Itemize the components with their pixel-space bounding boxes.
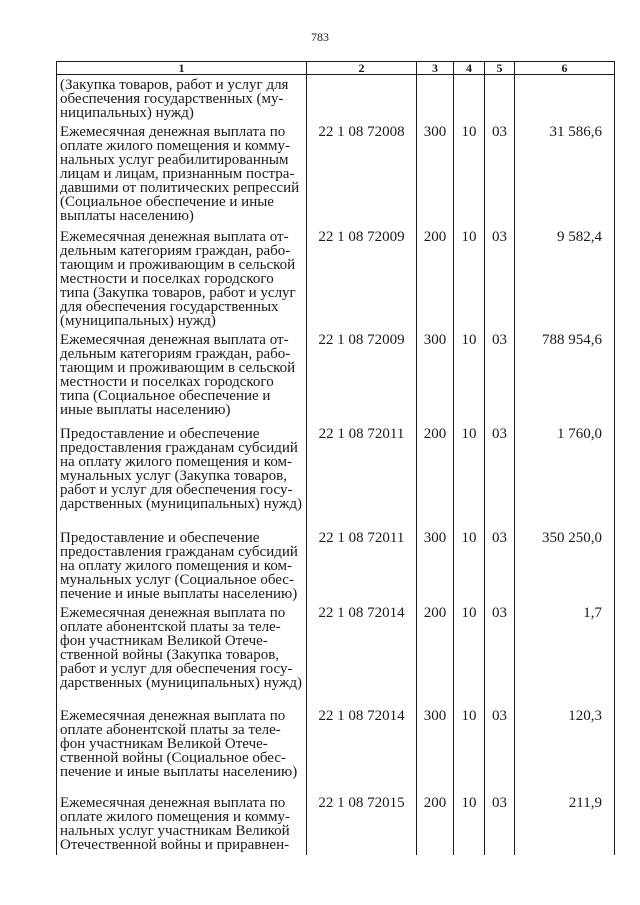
table-row — [57, 426, 615, 530]
empty-cell — [454, 75, 485, 124]
table-body — [57, 75, 615, 855]
row-name: Ежемесячная денежная выплата по оплате абонентской платы за теле-фон участникам Великой Отече-ственной войны (Закупка товаров, работ и услуг для обеспечения госу-дарственных (муниципальных) нужд) — [57, 605, 307, 708]
row-rz: 10 — [454, 708, 485, 795]
row-pr: 03 — [485, 124, 515, 229]
row-code: 22 1 08 72015 — [307, 795, 417, 855]
row-name: Ежемесячная денежная выплата по оплате абонентской платы за теле-фон участникам Великой Отече-ственной войны (Социальное обес-печение и иные выплаты населению) — [57, 708, 307, 795]
row-rz: 10 — [454, 426, 485, 530]
table-row — [57, 708, 615, 795]
table-row — [57, 530, 615, 605]
row-rz: 10 — [454, 229, 485, 332]
table-row — [57, 332, 615, 426]
empty-cell — [307, 75, 417, 124]
row-name: Ежемесячная денежная выплата по оплате жилого помещения и комму-нальных услуг участникам Великой Отечественной войны и приравнен- — [57, 795, 307, 855]
continuation-row — [57, 75, 615, 124]
table-row — [57, 229, 615, 332]
row-pr: 03 — [485, 229, 515, 332]
row-code: 22 1 08 72014 — [307, 708, 417, 795]
row-code: 22 1 08 72009 — [307, 332, 417, 426]
table-header — [57, 62, 615, 75]
row-rz: 10 — [454, 605, 485, 708]
row-pr: 03 — [485, 708, 515, 795]
empty-cell — [485, 75, 515, 124]
row-sum: 1 760,0 — [515, 426, 615, 530]
row-pr: 03 — [485, 605, 515, 708]
row-pr: 03 — [485, 795, 515, 855]
row-vr: 300 — [417, 708, 454, 795]
row-rz: 10 — [454, 795, 485, 855]
row-vr: 200 — [417, 795, 454, 855]
empty-cell — [417, 75, 454, 124]
column-header-5: 5 — [485, 62, 515, 75]
row-code: 22 1 08 72011 — [307, 530, 417, 605]
row-name: Предоставление и обеспечение предоставления гражданам субсидий на оплату жилого помещения и ком-мунальных услуг (Социальное обес-печение и иные выплаты населению) — [57, 530, 307, 605]
column-header-6: 6 — [515, 62, 615, 75]
row-rz: 10 — [454, 530, 485, 605]
row-vr: 200 — [417, 605, 454, 708]
empty-cell — [515, 75, 615, 124]
column-header-3: 3 — [417, 62, 454, 75]
column-header-2: 2 — [307, 62, 417, 75]
page-number: 783 — [311, 30, 329, 44]
row-name: Ежемесячная денежная выплата от-дельным категориям граждан, рабо-тающим и проживающим в сельской местности и поселках городского типа (Социальное обеспечение и иные выплаты населению) — [57, 332, 307, 426]
row-code: 22 1 08 72014 — [307, 605, 417, 708]
table-row — [57, 795, 615, 855]
column-header-1: 1 — [57, 62, 307, 75]
row-name: Предоставление и обеспечение предоставления гражданам субсидий на оплату жилого помещения и ком-мунальных услуг (Закупка товаров, работ и услуг для обеспечения госу-дарственных (муниципальных) нужд) — [57, 426, 307, 530]
row-sum: 31 586,6 — [515, 124, 615, 229]
row-code: 22 1 08 72009 — [307, 229, 417, 332]
row-vr: 300 — [417, 530, 454, 605]
row-sum: 120,3 — [515, 708, 615, 795]
row-code: 22 1 08 72011 — [307, 426, 417, 530]
row-sum: 788 954,6 — [515, 332, 615, 426]
continuation-text: (Закупка товаров, работ и услуг для обеспечения государственных (му-ниципальных) нужд) — [57, 75, 307, 124]
row-name: Ежемесячная денежная выплата от-дельным категориям граждан, рабо-тающим и проживающим в сельской местности и поселках городского типа (Закупка товаров, работ и услуг для обеспечения государственных (муниципальных) нужд) — [57, 229, 307, 332]
column-header-4: 4 — [454, 62, 485, 75]
row-pr: 03 — [485, 332, 515, 426]
row-vr: 300 — [417, 332, 454, 426]
row-pr: 03 — [485, 426, 515, 530]
table-row — [57, 124, 615, 229]
row-sum: 350 250,0 — [515, 530, 615, 605]
row-vr: 200 — [417, 426, 454, 530]
row-name: Ежемесячная денежная выплата по оплате жилого помещения и комму-нальных услуг реабилитированным лицам и лицам, признанным постра-давшими от политических репрессий (Социальное обеспечение и иные выплаты населению) — [57, 124, 307, 229]
row-rz: 10 — [454, 332, 485, 426]
row-sum: 211,9 — [515, 795, 615, 855]
budget-table — [56, 61, 615, 855]
row-pr: 03 — [485, 530, 515, 605]
row-code: 22 1 08 72008 — [307, 124, 417, 229]
row-vr: 200 — [417, 229, 454, 332]
row-rz: 10 — [454, 124, 485, 229]
row-vr: 300 — [417, 124, 454, 229]
row-sum: 1,7 — [515, 605, 615, 708]
table-row — [57, 605, 615, 708]
header-row — [57, 62, 615, 75]
row-sum: 9 582,4 — [515, 229, 615, 332]
